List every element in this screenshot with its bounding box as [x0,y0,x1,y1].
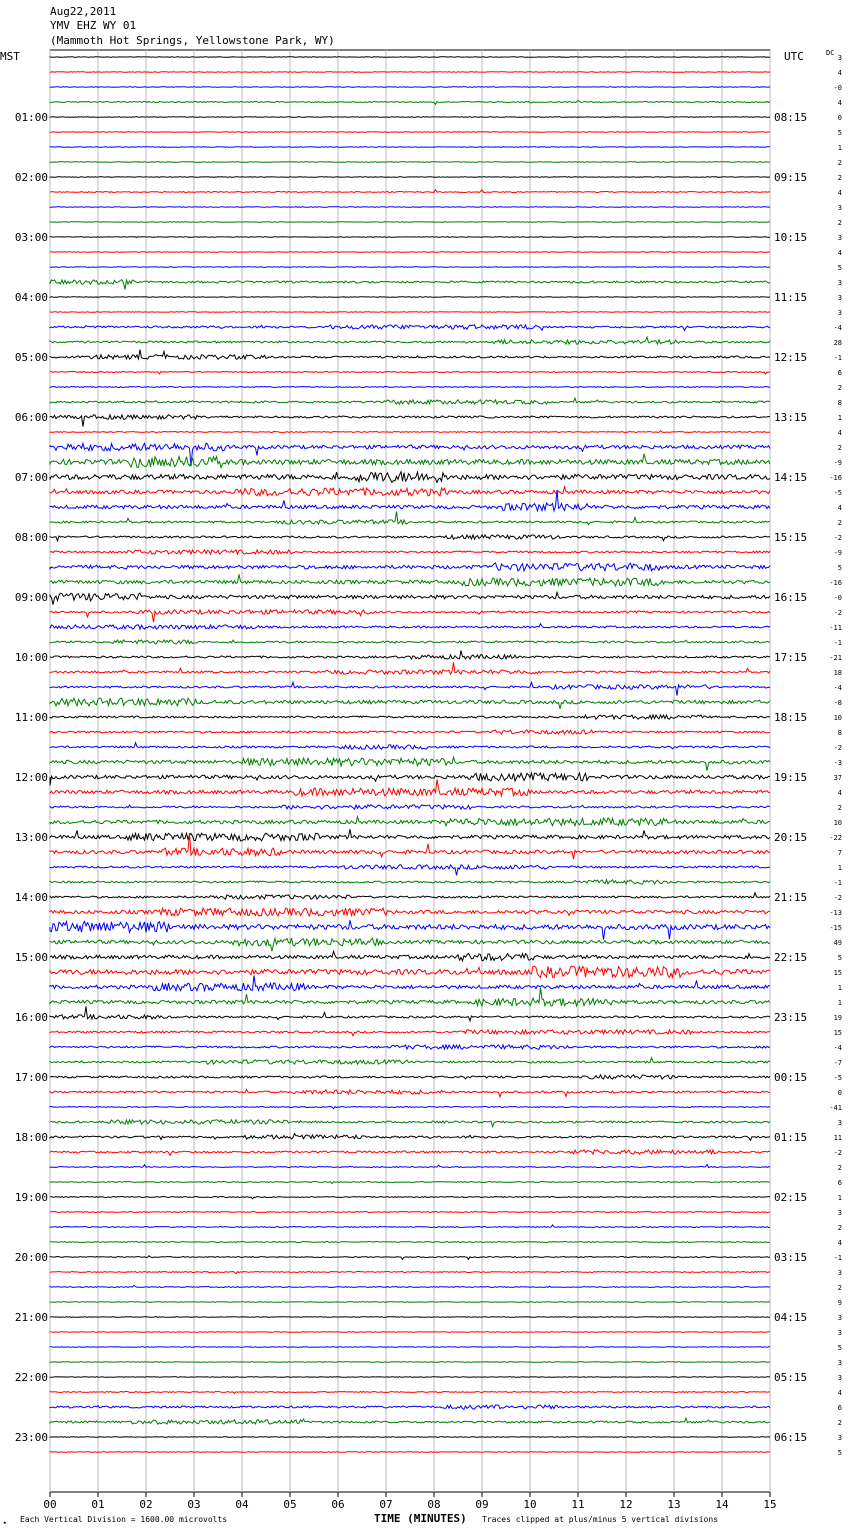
dc-offset-label: 3 [837,309,842,317]
seismic-trace [50,1225,770,1228]
mst-hour-label: 07:00 [14,471,48,484]
dc-offset-label: 9 [837,1299,842,1307]
dc-offset-label: 1 [837,1194,842,1202]
seismic-trace [50,535,770,541]
dc-offset-label: 3 [837,1434,842,1442]
mst-hour-label: 11:00 [14,711,48,724]
dc-offset-label: 1 [837,864,842,872]
dc-offset-label: 4 [837,1389,842,1397]
utc-hour-label: 09:15 [774,171,808,184]
dc-offset-label: 3 [837,1314,842,1322]
dc-offset-label: -1 [833,639,842,647]
seismic-trace [50,1165,770,1168]
seismic-trace [50,237,770,238]
utc-hour-label: 01:15 [774,1131,808,1144]
mst-hour-label: 13:00 [14,831,48,844]
utc-hour-label: 19:15 [774,771,808,784]
dc-offset-label: -1 [833,879,842,887]
dc-offset-label: -9 [833,549,842,557]
seismic-trace [50,1452,770,1453]
dc-offset-label: 11 [833,1134,842,1142]
seismic-trace [50,100,770,104]
dc-offset-label: -4 [833,1044,842,1052]
mst-hour-label: 01:00 [14,111,48,124]
utc-hour-label: 03:15 [774,1251,808,1264]
seismic-trace [50,663,770,675]
seismic-trace [50,805,770,809]
seismic-trace [50,1120,770,1127]
dc-offset-label: 4 [837,249,842,257]
x-tick-label: 05 [283,1498,297,1511]
seismic-trace [50,1392,770,1394]
dc-offset-label: 6 [837,369,842,377]
utc-hour-label: 00:15 [774,1071,808,1084]
dc-offset-label: -11 [829,624,842,632]
seismic-trace [50,1045,770,1049]
utc-hour-label: 11:15 [774,291,808,304]
dc-offset-label: 4 [837,189,842,197]
seismic-trace [50,730,770,734]
dc-offset-label: -4 [833,324,842,332]
utc-hour-label: 13:15 [774,411,808,424]
dc-offset-label: -0 [833,594,842,602]
seismic-trace [50,592,770,604]
dc-offset-label: 1 [837,414,842,422]
seismic-trace [50,893,770,900]
dc-offset-label: 5 [837,264,842,272]
x-axis-title: TIME (MINUTES) [374,1512,467,1525]
seismic-trace [50,177,770,178]
seismic-trace [50,1242,770,1243]
station-location: (Mammoth Hot Springs, Yellowstone Park, WY) [50,34,335,47]
dc-offset-label: 37 [833,774,842,782]
x-tick-label: 14 [715,1498,729,1511]
mst-hour-label: 18:00 [14,1131,48,1144]
utc-hour-label: 15:15 [774,531,808,544]
seismic-trace [50,780,770,796]
seismic-trace [50,252,770,253]
dc-offset-label: -16 [829,579,842,587]
logo-mark: ★ [3,1519,7,1526]
mst-hour-label: 10:00 [14,651,48,664]
seismic-trace [50,1332,770,1333]
dc-offset-label: 4 [837,99,842,107]
utc-hour-label: 10:15 [774,231,808,244]
dc-offset-label: 10 [833,819,842,827]
x-tick-label: 02 [139,1498,153,1511]
seismic-trace [50,350,770,360]
x-tick-label: 00 [43,1498,57,1511]
dc-offset-label: 4 [837,789,842,797]
seismic-trace [50,431,770,433]
seismic-trace [50,640,770,644]
seismic-trace [50,1347,770,1348]
x-tick-label: 15 [763,1498,777,1511]
utc-hour-label: 17:15 [774,651,808,664]
seismic-trace [50,743,770,750]
seismic-trace [50,454,770,468]
seismic-trace [50,938,770,951]
dc-offset-label: 3 [837,279,842,287]
dc-offset-label: 2 [837,519,842,527]
dc-offset-label: 3 [837,1359,842,1367]
dc-offset-label: 3 [837,204,842,212]
dc-offset-label: -4 [833,684,842,692]
seismic-trace [50,487,770,496]
x-tick-label: 04 [235,1498,249,1511]
seismic-trace [50,87,770,88]
dc-offset-label: 15 [833,969,842,977]
seismic-trace [50,1437,770,1438]
seismic-trace [50,312,770,313]
x-tick-label: 06 [331,1498,345,1511]
dc-offset-label: -7 [833,1059,842,1067]
dc-offset-label: -15 [829,924,842,932]
seismic-trace [50,563,770,571]
x-tick-label: 11 [571,1498,585,1511]
utc-hour-label: 02:15 [774,1191,808,1204]
seismic-trace [50,966,770,977]
dc-offset-label: 2 [837,1284,842,1292]
dc-offset-label: 2 [837,219,842,227]
dc-offset-label: -2 [833,609,842,617]
dc-offset-label: 1 [837,999,842,1007]
seismic-trace [50,1405,770,1409]
seismic-trace [50,1272,770,1274]
seismic-trace [50,147,770,148]
scale-note: Each Vertical Division = 1600.00 microvolts [20,1515,228,1524]
seismic-trace [50,920,770,940]
seismic-trace [50,1377,770,1378]
seismic-trace [50,398,770,404]
seismic-trace [50,550,770,554]
x-tick-label: 03 [187,1498,201,1511]
seismic-trace [50,472,770,483]
seismic-trace [50,267,770,268]
station-code: YMV EHZ WY 01 [50,19,137,32]
seismic-trace [50,511,770,524]
dc-offset-label: -5 [833,489,842,497]
seismic-trace [50,1089,770,1097]
dc-offset-label: 2 [837,384,842,392]
dc-offset-label: 2 [837,174,842,182]
seismic-trace [50,297,770,298]
seismic-trace [50,829,770,841]
mst-hour-label: 04:00 [14,291,48,304]
mst-hour-label: 02:00 [14,171,48,184]
dc-offset-label: 4 [837,429,842,437]
dc-offset-label: 0 [837,1089,842,1097]
mst-hour-label: 19:00 [14,1191,48,1204]
dc-offset-label: 15 [833,1029,842,1037]
seismic-trace [50,372,770,375]
utc-hour-label: 12:15 [774,351,808,364]
seismic-trace [50,773,770,785]
dc-offset-label: 2 [837,159,842,167]
dc-offset-label: -41 [829,1104,842,1112]
mst-hour-label: 03:00 [14,231,48,244]
seismic-trace [50,1075,770,1079]
dc-offset-label: 2 [837,444,842,452]
mst-hour-label: 21:00 [14,1311,48,1324]
seismic-trace [50,1197,770,1199]
seismic-trace [50,415,770,427]
dc-offset-label: 5 [837,129,842,137]
seismic-trace [50,1182,770,1184]
seismic-trace [50,682,770,695]
seismic-trace [50,280,770,290]
dc-offset-label: -5 [833,1074,842,1082]
utc-hour-label: 18:15 [774,711,808,724]
dc-offset-label: 0 [837,114,842,122]
seismic-trace [50,698,770,709]
mst-hour-label: 06:00 [14,411,48,424]
dc-offset-header: DC [826,49,835,57]
dc-offset-label: -21 [829,654,842,662]
dc-offset-label: 2 [837,1164,842,1172]
mst-hour-label: 08:00 [14,531,48,544]
dc-offset-label: -2 [833,534,842,542]
seismic-trace [50,1211,770,1212]
seismic-trace [50,1006,770,1021]
dc-offset-label: -16 [829,474,842,482]
dc-offset-label: 3 [837,234,842,242]
seismic-trace [50,757,770,771]
seismic-trace [50,325,770,331]
utc-hour-label: 08:15 [774,111,808,124]
dc-offset-label: 1 [837,984,842,992]
dc-offset-label: 28 [833,339,842,347]
mst-hour-label: 09:00 [14,591,48,604]
dc-offset-label: -2 [833,1149,842,1157]
dc-offset-label: 19 [833,1014,842,1022]
seismic-trace [50,715,770,719]
right-timezone-label: UTC [784,50,804,63]
seismic-trace [50,1150,770,1156]
mst-hour-label: 20:00 [14,1251,48,1264]
dc-offset-label: 8 [837,729,842,737]
seismic-trace [50,1030,770,1036]
dc-offset-label: 2 [837,1419,842,1427]
seismic-trace [50,880,770,884]
x-tick-label: 12 [619,1498,633,1511]
dc-offset-label: 3 [837,294,842,302]
mst-hour-label: 15:00 [14,951,48,964]
seismic-trace [50,624,770,630]
plot-frame [50,50,770,1492]
seismic-trace [50,207,770,208]
dc-offset-label: -2 [833,894,842,902]
x-tick-label: 09 [475,1498,489,1511]
dc-offset-label: 1 [837,144,842,152]
dc-offset-label: -3 [833,759,842,767]
x-tick-label: 13 [667,1498,681,1511]
mst-hour-label: 23:00 [14,1431,48,1444]
seismic-trace [50,1362,770,1363]
seismic-trace [50,908,770,916]
dc-offset-label: 6 [837,1179,842,1187]
utc-hour-label: 23:15 [774,1011,808,1024]
mst-hour-label: 05:00 [14,351,48,364]
seismic-trace [50,865,770,876]
record-date: Aug22,2011 [50,5,117,18]
dc-offset-label: 18 [833,669,842,677]
dc-offset-label: 3 [837,1119,842,1127]
x-tick-label: 10 [523,1498,537,1511]
utc-hour-label: 04:15 [774,1311,808,1324]
dc-offset-label: -1 [833,1254,842,1262]
dc-offset-label: 3 [837,1329,842,1337]
x-tick-label: 07 [379,1498,393,1511]
dc-offset-label: 4 [837,69,842,77]
utc-hour-label: 05:15 [774,1371,808,1384]
seismic-trace [50,1285,770,1287]
dc-offset-label: 3 [837,1269,842,1277]
mst-hour-label: 16:00 [14,1011,48,1024]
seismic-trace [50,651,770,660]
seismic-trace [50,1134,770,1141]
dc-offset-label: 3 [837,1209,842,1217]
dc-offset-label: 10 [833,714,842,722]
seismic-trace [50,162,770,163]
dc-offset-label: 2 [837,804,842,812]
seismic-trace [50,817,770,826]
dc-offset-label: 5 [837,1344,842,1352]
utc-hour-label: 06:15 [774,1431,808,1444]
left-timezone-label: MST [0,50,20,63]
dc-offset-label: -8 [833,699,842,707]
seismic-trace [50,72,770,73]
dc-offset-label: 4 [837,504,842,512]
seismic-trace [50,951,770,961]
seismic-trace [50,117,770,118]
dc-offset-label: -13 [829,909,842,917]
seismic-trace [50,610,770,622]
x-tick-label: 08 [427,1498,441,1511]
dc-offset-label: 5 [837,1449,842,1457]
mst-hour-label: 12:00 [14,771,48,784]
dc-offset-label: 5 [837,564,842,572]
dc-offset-label: 4 [837,1239,842,1247]
dc-offset-label: -0 [833,84,842,92]
dc-offset-label: -2 [833,744,842,752]
dc-offset-label: -9 [833,459,842,467]
dc-offset-label: 2 [837,1224,842,1232]
seismic-trace [50,190,770,193]
seismic-trace [50,387,770,388]
seismic-trace [50,1317,770,1318]
seismic-trace [50,1107,770,1109]
dc-offset-label: 5 [837,954,842,962]
utc-hour-label: 16:15 [774,591,808,604]
dc-offset-label: 3 [837,1374,842,1382]
dc-offset-label: 7 [837,849,842,857]
dc-offset-label: 49 [833,939,842,947]
clip-note: Traces clipped at plus/minus 5 vertical divisions [482,1515,719,1524]
dc-offset-label: -22 [829,834,842,842]
seismic-trace [50,337,770,344]
seismic-trace [50,1058,770,1065]
seismic-trace [50,574,770,586]
dc-offset-label: -1 [833,354,842,362]
dc-offset-label: 8 [837,399,842,407]
dc-offset-label: 3 [837,54,842,62]
utc-hour-label: 20:15 [774,831,808,844]
mst-hour-label: 22:00 [14,1371,48,1384]
seismic-trace [50,1256,770,1260]
seismic-trace [50,975,770,990]
seismic-trace [50,1302,770,1303]
dc-offset-label: 6 [837,1404,842,1412]
seismic-trace [50,222,770,223]
x-tick-label: 01 [91,1498,105,1511]
seismic-trace [50,1418,770,1424]
seismic-trace [50,132,770,133]
mst-hour-label: 17:00 [14,1071,48,1084]
mst-hour-label: 14:00 [14,891,48,904]
utc-hour-label: 21:15 [774,891,808,904]
utc-hour-label: 22:15 [774,951,808,964]
seismic-trace [50,57,770,58]
utc-hour-label: 14:15 [774,471,808,484]
